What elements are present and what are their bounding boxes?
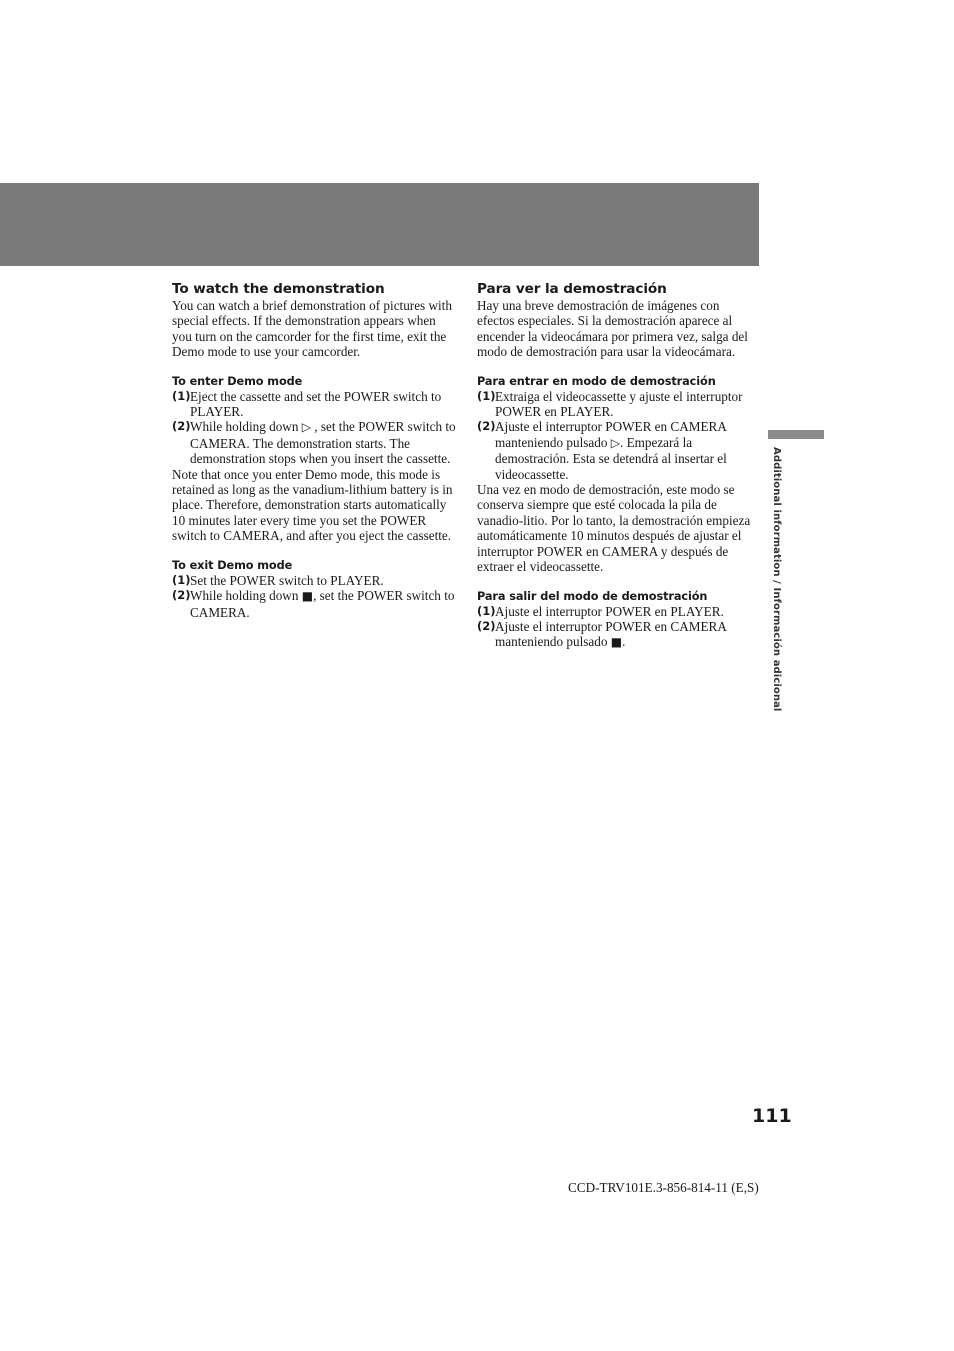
spanish-column <box>477 281 759 651</box>
step-text: , set the POWER switch to CAMERA. <box>190 588 455 620</box>
step-text: Extraiga el videocassette y ajuste el interruptor POWER en PLAYER. <box>495 388 743 420</box>
step-number: (1) <box>172 572 191 587</box>
note-paragraph: Note that once you enter Demo mode, this mode is retained as long as the vanadium-lithium battery is in place. Therefore, demonstration starts automatically 10 minutes later every time you set the POWER switch to CAMERA, and after you eject the cassette. <box>172 466 453 544</box>
step-number: (1) <box>172 388 191 403</box>
exit-demo-heading: To exit Demo mode <box>172 558 293 572</box>
page-number: 111 <box>752 1105 792 1127</box>
step-number: (2) <box>172 419 191 434</box>
exit-step-2 <box>477 619 759 651</box>
document-code: CCD-TRV101E.3-856-814-11 (E,S) <box>568 1180 759 1195</box>
exit-demo-heading: Para salir del modo de demostración <box>477 589 708 603</box>
step-number: (1) <box>477 388 496 403</box>
step-text: . Empezará la demostración. Esta se detendrá al insertar el videocassette. <box>495 434 727 482</box>
step-text: Ajuste el interruptor POWER en CAMERA manteniendo pulsado <box>495 419 727 450</box>
intro-paragraph: Hay una breve demostración de imágenes con efectos especiales. Si la demostración aparece al encender la videocámara por primera vez, salga del modo de demostración para usar la videocámara. <box>477 298 748 360</box>
enter-step-1 <box>477 389 759 420</box>
intro-paragraph: You can watch a brief demonstration of pictures with special effects. If the demonstration appears when you turn on the camcorder for the first time, exit the Demo mode to use your camcorder. <box>172 298 452 360</box>
enter-demo-heading: To enter Demo mode <box>172 374 303 388</box>
header-band <box>0 183 759 266</box>
section-heading: To watch the demonstration <box>172 281 385 297</box>
step-text: Ajuste el interruptor POWER en CAMERA manteniendo pulsado <box>495 618 727 650</box>
step-number: (1) <box>477 603 496 618</box>
step-text: , set the POWER switch to CAMERA. The demonstration starts. The demonstration stops when you insert the cassette. <box>190 419 456 467</box>
enter-step-1 <box>172 389 457 420</box>
english-column <box>172 281 457 620</box>
section-tab-label: Additional information / Información adicional <box>771 447 782 712</box>
step-number: (2) <box>477 618 496 633</box>
enter-step-2 <box>477 419 759 482</box>
stop-icon: ■ <box>610 635 623 650</box>
step-text: Set the POWER switch to PLAYER. <box>190 572 384 588</box>
step-number: (2) <box>172 588 191 603</box>
step-text: . <box>622 634 626 650</box>
step-text: While holding down <box>190 419 302 435</box>
step-number: (2) <box>477 419 496 434</box>
step-text: Eject the cassette and set the POWER switch to PLAYER. <box>190 388 442 420</box>
exit-step-2 <box>172 588 457 620</box>
stop-icon: ■ <box>301 589 314 604</box>
section-tab-marker <box>768 430 824 439</box>
play-icon: ▷ <box>301 420 311 435</box>
section-heading: Para ver la demostración <box>477 281 667 297</box>
step-text: Ajuste el interruptor POWER en PLAYER. <box>495 603 724 619</box>
exit-step-1 <box>477 604 759 619</box>
step-text: While holding down <box>190 588 302 604</box>
enter-step-2 <box>172 419 457 466</box>
exit-step-1 <box>172 573 457 588</box>
note-paragraph: Una vez en modo de demostración, este modo se conserva siempre que esté colocada la pila de vanadio-litio. Por lo tanto, la demostración empieza automáticamente 10 minutos después de ajustar el interruptor POWER en CAMERA y después de extraer el videocassette. <box>477 482 751 575</box>
play-icon: ▷ <box>610 435 620 450</box>
enter-demo-heading: Para entrar en modo de demostración <box>477 374 716 388</box>
